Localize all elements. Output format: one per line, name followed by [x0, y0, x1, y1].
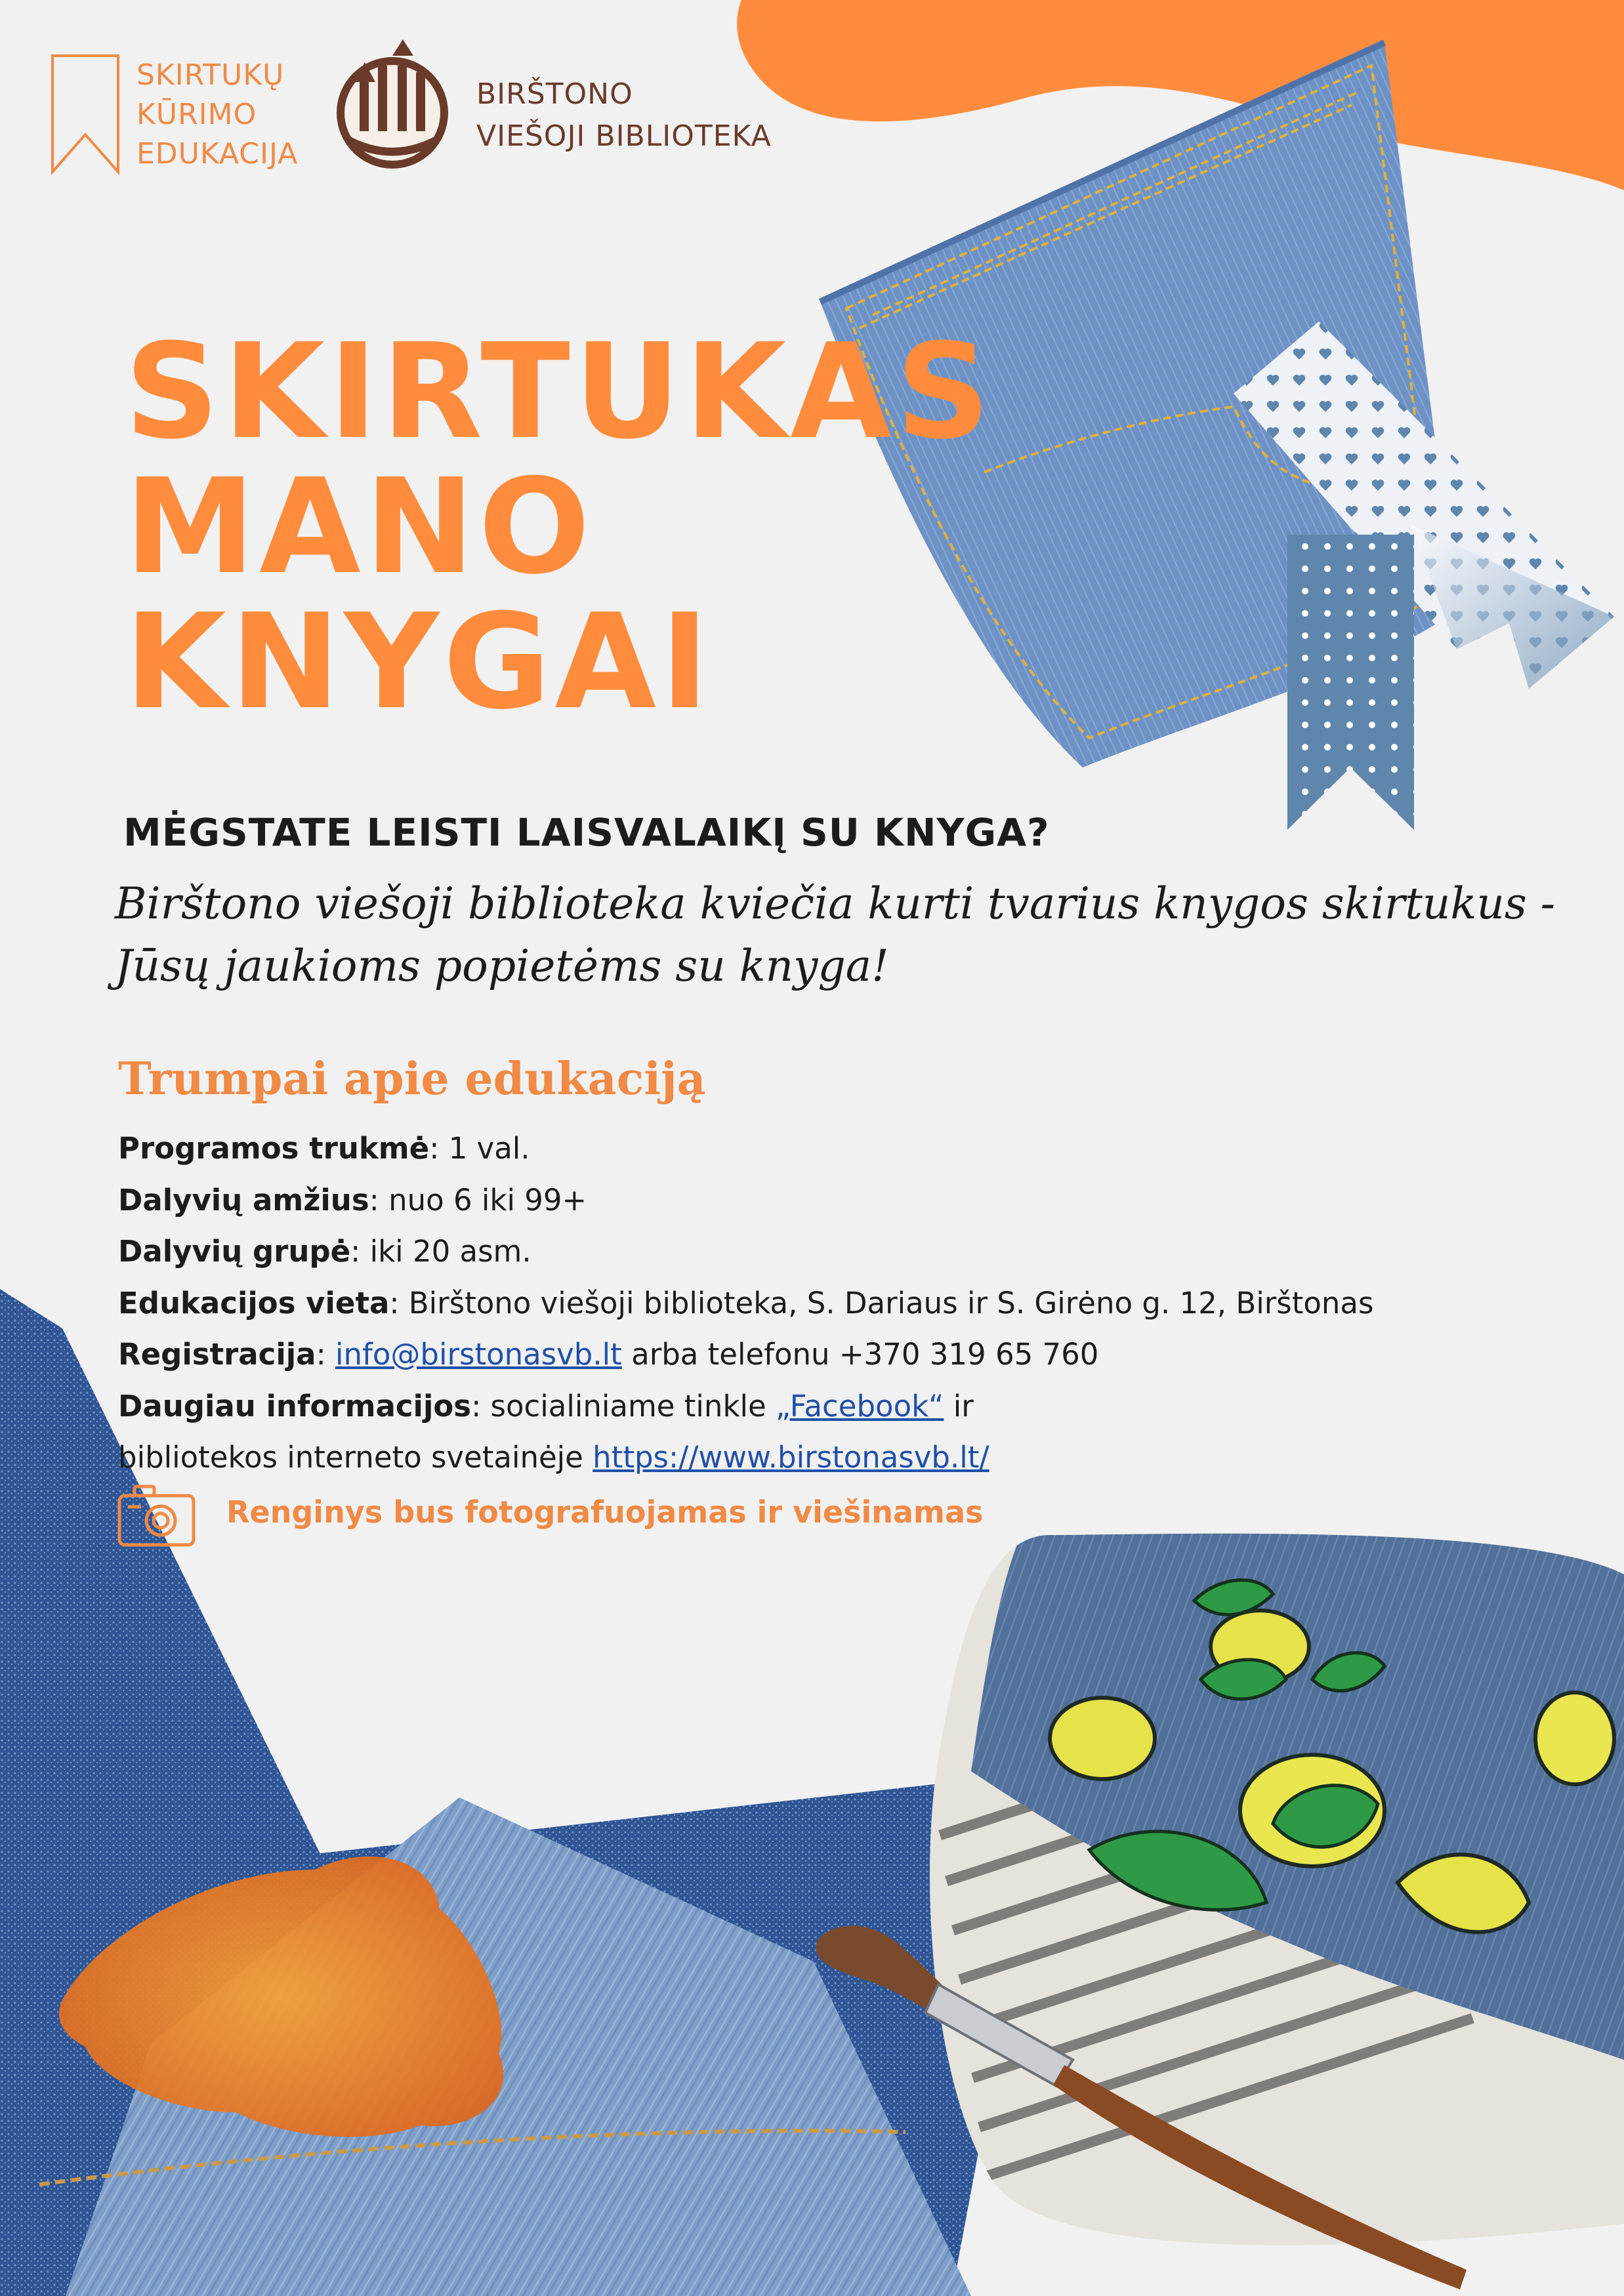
website-link[interactable]: https://www.birstonasvb.lt/ — [593, 1440, 989, 1475]
group-label: Dalyvių grupė — [118, 1234, 351, 1269]
group-row — [118, 1226, 1373, 1278]
place-row — [118, 1278, 1373, 1330]
registration-label: Registracija — [118, 1337, 316, 1372]
logo-edukacija-line2: KŪRIMO — [136, 98, 257, 131]
title-line3: KNYGAI — [125, 586, 713, 739]
logo-edukacija — [136, 56, 298, 174]
facebook-link[interactable]: „Facebook“ — [776, 1388, 944, 1424]
logo-biblioteka-line1: BIRŠTONO — [476, 77, 633, 111]
title-line1: SKIRTUKAS — [125, 316, 995, 468]
website-text: bibliotekos interneto svetainėje — [118, 1440, 593, 1475]
logo-edukacija-line3: EDUKACIJA — [136, 137, 299, 171]
invitation-line2: Jūsų jaukioms popietėms su knyga! — [115, 941, 889, 991]
registration-phone: arba telefonu +370 319 65 760 — [621, 1337, 1099, 1372]
title-line2: MANO — [125, 451, 594, 604]
age-row — [118, 1175, 1373, 1227]
duration-label: Programos trukmė — [118, 1131, 430, 1166]
more-info-label: Daugiau informacijos — [118, 1388, 472, 1424]
about-title: Trumpai apie edukaciją — [118, 1053, 706, 1105]
poster-title — [125, 316, 995, 739]
logo-biblioteka — [476, 73, 772, 157]
about-details — [118, 1123, 1373, 1484]
registration-row — [118, 1329, 1373, 1381]
question-heading: MĖGSTATE LEISTI LAISVALAIKĮ SU KNYGA? — [123, 810, 1050, 855]
logo-edukacija-line1: SKIRTUKŲ — [136, 58, 285, 92]
age-label: Dalyvių amžius — [118, 1182, 369, 1218]
logo-biblioteka-line2: VIEŠOJI BIBLIOTEKA — [476, 119, 772, 153]
place-value: : Birštono viešoji biblioteka, S. Dariaus ir S. Girėno g. 12, Birštonas — [389, 1285, 1374, 1321]
registration-separator: : — [316, 1337, 336, 1372]
email-link[interactable]: info@birstonasvb.lt — [335, 1337, 622, 1372]
website-row — [118, 1432, 1373, 1484]
photo-notice: Renginys bus fotografuojamas ir viešinamas — [226, 1494, 984, 1530]
group-value: : iki 20 asm. — [350, 1234, 531, 1269]
bookmark-outline-icon — [52, 56, 118, 172]
invitation-line1: Birštono viešoji biblioteka kviečia kurti tvarius knygos skirtukus - — [115, 878, 1556, 929]
more-info-text: : socialiniame tinkle — [471, 1388, 776, 1424]
place-label: Edukacijos vieta — [118, 1285, 390, 1321]
age-value: : nuo 6 iki 99+ — [369, 1182, 587, 1218]
duration-value: : 1 val. — [429, 1131, 530, 1166]
invitation-text — [115, 872, 1556, 997]
more-info-text2: ir — [944, 1388, 974, 1424]
duration-row — [118, 1123, 1373, 1175]
more-info-row — [118, 1381, 1373, 1433]
library-emblem-icon — [337, 39, 448, 169]
dotted-ribbon-shape — [1287, 535, 1414, 830]
